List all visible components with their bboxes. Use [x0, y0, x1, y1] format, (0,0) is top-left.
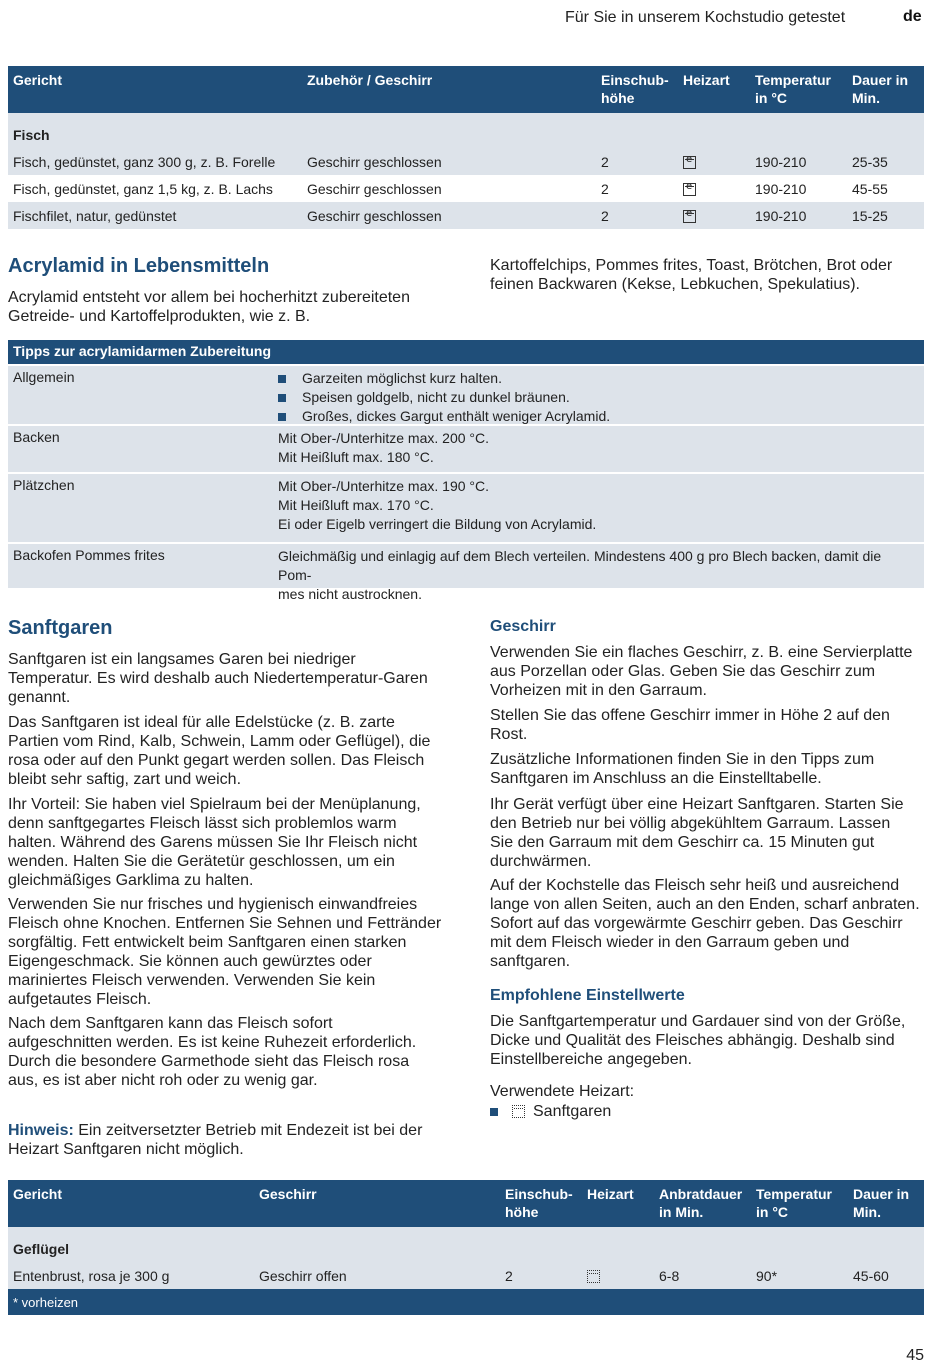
table-row — [8, 175, 924, 202]
cell-temperature: 190-210 — [750, 148, 847, 175]
bullet-text: Speisen goldgelb, nicht zu dunkel bräunen. — [302, 389, 570, 405]
cell-heating — [678, 202, 750, 229]
sanftgaren-settings-table — [8, 1180, 924, 1315]
geschirr-paragraph-1: Verwenden Sie ein flaches Geschirr, z. B. eine Servierplatte aus Porzellan oder Glas. Geben Sie das Geschirr zum Vorheizen mit in den Garraum. — [490, 644, 913, 699]
top-bottom-heat-icon — [683, 183, 696, 196]
tips-row-backen — [8, 424, 924, 472]
sanftgaren-paragraph-4: Verwenden Sie nur frisches und hygienisch einwandfreies Fleisch ohne Knochen. Entfernen Sie Sehnen und Fettränder sorgfältig. Fett entwickelt beim Sanftgaren einen starken Eigengeschmack. Sie können auch gewürztes oder mariniertes Fleisch verwenden. Verwenden Sie kein aufgetautes Fleisch. — [8, 896, 442, 1008]
col-header-level: Einschub- höhe — [500, 1180, 582, 1227]
bullet-text: Großes, dickes Gargut enthält weniger Acrylamid. — [302, 408, 611, 424]
tips-row-plaetzchen — [8, 472, 924, 542]
gentle-cook-icon — [587, 1270, 600, 1283]
tip-line: Mit Ober-/Unterhitze max. 200 °C. — [278, 430, 489, 446]
cell-temperature: 190-210 — [750, 175, 847, 202]
cell-duration: 45-55 — [847, 175, 924, 202]
tips-row-label: Plätzchen — [13, 477, 75, 493]
geschirr-paragraph-4: Ihr Gerät verfügt über eine Heizart Sanftgaren. Starten Sie den Betrieb nur bei völlig abgekühltem Garraum. Lassen Sie den Garraum mit dem Geschirr ca. 15 Minuten gut durchwärmen. — [490, 796, 904, 870]
geschirr-paragraph-3: Zusätzliche Informationen finden Sie in den Tipps zum Sanftgaren im Anschluss an die Einstelltabelle. — [490, 751, 875, 787]
col-header-accessory: Zubehör / Geschirr — [302, 66, 596, 113]
sanftgaren-paragraph-2: Das Sanftgaren ist ideal für alle Edelstücke (z. B. zarte Partien vom Rind, Kalb, Schwein, Lamm oder Geflügel), die rosa oder auf den Punkt gegart werden sollen. Das Fleisch bleibt sehr saftig, zart und weich. — [8, 714, 431, 788]
footnote-row — [8, 1289, 924, 1315]
tips-row-value — [278, 426, 924, 471]
tip-line: Mit Ober-/Unterhitze max. 190 °C. — [278, 478, 489, 494]
tips-row-pommes — [8, 542, 924, 602]
tip-line: Mit Heißluft max. 180 °C. — [278, 449, 434, 465]
cell-heating — [678, 148, 750, 175]
heizart-label: Verwendete Heizart: — [490, 1083, 635, 1100]
top-bottom-heat-icon — [683, 156, 696, 169]
col-header-heating: Heizart — [678, 66, 750, 113]
language-code: de — [903, 8, 922, 25]
list-item — [278, 369, 914, 388]
bullet-text: Garzeiten möglichst kurz halten. — [302, 370, 502, 386]
col-header-dish: Gericht — [8, 1180, 254, 1227]
col-header-searing: Anbratdauer in Min. — [654, 1180, 751, 1227]
geschirr-paragraph-5: Auf der Kochstelle das Fleisch sehr heiß und ausreichend lange von allen Seiten, auch an den Enden, scharf anbraten. Sofort auf das vorgewärmte Geschirr geben. Das Geschirr mit dem Fleisch wieder in den Garraum geben und sanftgaren. — [490, 877, 920, 970]
category-label: Geflügel — [8, 1227, 924, 1262]
tip-line: Gleichmäßig und einlagig auf dem Blech verteilen. Mindestens 400 g pro Blech backen, damit die Pom- — [278, 548, 882, 583]
section-title-geschirr: Geschirr — [490, 618, 556, 635]
table-row — [8, 148, 924, 175]
geschirr-paragraph-2: Stellen Sie das offene Geschirr immer in Höhe 2 auf den Rost. — [490, 707, 890, 743]
cell-heating — [582, 1262, 654, 1289]
sanftgaren-paragraph-3: Ihr Vorteil: Sie haben viel Spielraum bei der Menüplanung, denn sanftgegartes Fleisch lässt sich problemlos warm halten. Während des Garens müssen Sie Ihr Fleisch nicht wenden. Halten Sie die Gerätetür geschlossen, um ein gleichmäßiges Garklima zu halten. — [8, 796, 421, 889]
tips-row-label: Allgemein — [13, 369, 75, 385]
bullet-icon — [278, 413, 286, 421]
tip-line: mes nicht austrocknen. — [278, 586, 422, 602]
cell-level: 2 — [596, 202, 678, 229]
cell-duration: 25-35 — [847, 148, 924, 175]
hinweis-label: Hinweis: — [8, 1122, 74, 1139]
cell-dish: Fischfilet, natur, gedünstet — [8, 202, 302, 229]
col-header-level: Einschub- höhe — [596, 66, 678, 113]
cell-heating — [678, 175, 750, 202]
cell-accessory: Geschirr geschlossen — [302, 148, 596, 175]
page-number: 45 — [906, 1347, 924, 1364]
fish-settings-table — [8, 66, 924, 229]
tip-line: Mit Heißluft max. 170 °C. — [278, 497, 434, 513]
gentle-cook-icon — [512, 1105, 525, 1118]
empfohlene-paragraph: Die Sanftgartemperatur und Gardauer sind von der Größe, Dicke und Qualität des Fleisches abhängig. Deshalb sind Einstellbereiche angegeben. — [490, 1013, 906, 1068]
tips-row-label: Backen — [13, 429, 60, 445]
cell-duration: 45-60 — [848, 1262, 924, 1289]
table-row — [8, 1262, 924, 1289]
cell-temperature: 90* — [751, 1262, 848, 1289]
running-header-title: Für Sie in unserem Kochstudio getestet — [565, 9, 846, 26]
cell-dish: Fisch, gedünstet, ganz 1,5 kg, z. B. Lachs — [8, 175, 302, 202]
tips-row-value — [278, 544, 924, 608]
cell-accessory: Geschirr geschlossen — [302, 175, 596, 202]
acrylamid-intro-left: Acrylamid entsteht vor allem bei hocherhitzt zubereiteten Getreide- und Kartoffelprodukten, wie z. B. — [8, 289, 410, 325]
table-header-row — [8, 1180, 924, 1227]
acrylamid-intro-right: Kartoffelchips, Pommes frites, Toast, Brötchen, Brot oder feinen Backwaren (Kekse, Lebkuchen, Spekulatius). — [490, 257, 893, 293]
bullet-icon — [278, 375, 286, 383]
sanftgaren-paragraph-1: Sanftgaren ist ein langsames Garen bei niedriger Temperatur. Es wird deshalb auch Niedertemperatur-Garen genannt. — [8, 651, 428, 706]
category-row — [8, 113, 924, 148]
cell-temperature: 190-210 — [750, 202, 847, 229]
cell-accessory: Geschirr geschlossen — [302, 202, 596, 229]
cell-dish: Entenbrust, rosa je 300 g — [8, 1262, 254, 1289]
tips-row-value — [278, 366, 924, 430]
cell-searing: 6-8 — [654, 1262, 751, 1289]
col-header-heating: Heizart — [582, 1180, 654, 1227]
heizart-value: Sanftgaren — [533, 1103, 612, 1120]
cell-level: 2 — [596, 148, 678, 175]
category-label: Fisch — [8, 113, 924, 148]
col-header-temperature: Temperatur in °C — [751, 1180, 848, 1227]
tips-row-label: Backofen Pommes frites — [13, 547, 165, 563]
cell-duration: 15-25 — [847, 202, 924, 229]
bullet-icon — [490, 1108, 498, 1116]
section-title-sanftgaren: Sanftgaren — [8, 617, 113, 639]
col-header-dishware: Geschirr — [254, 1180, 500, 1227]
col-header-duration: Dauer in Min. — [847, 66, 924, 113]
top-bottom-heat-icon — [683, 210, 696, 223]
cell-level: 2 — [596, 175, 678, 202]
bullet-icon — [278, 394, 286, 402]
acrylamid-tips-table — [8, 340, 924, 602]
hinweis-note — [8, 1121, 438, 1159]
table-header-row — [8, 66, 924, 113]
tips-row-value — [278, 474, 924, 538]
category-row — [8, 1227, 924, 1262]
table-row — [8, 202, 924, 229]
col-header-temperature: Temperatur in °C — [750, 66, 847, 113]
tips-row-allgemein — [8, 364, 924, 424]
tip-line: Ei oder Eigelb verringert die Bildung von Acrylamid. — [278, 516, 597, 532]
section-title-acrylamid: Acrylamid in Lebensmitteln — [8, 255, 270, 277]
section-title-empfohlene: Empfohlene Einstellwerte — [490, 987, 685, 1004]
col-header-duration: Dauer in Min. — [848, 1180, 924, 1227]
col-header-dish: Gericht — [8, 66, 302, 113]
sanftgaren-paragraph-5: Nach dem Sanftgaren kann das Fleisch sofort aufgeschnitten werden. Es ist keine Ruhezeit erforderlich. Durch die besondere Garmethode sieht das Fleisch rosa aus, es ist aber nicht roh oder zu wenig gar. — [8, 1015, 417, 1089]
cell-dish: Fisch, gedünstet, ganz 300 g, z. B. Forelle — [8, 148, 302, 175]
cell-dishware: Geschirr offen — [254, 1262, 500, 1289]
cell-level: 2 — [500, 1262, 582, 1289]
footnote: * vorheizen — [8, 1289, 924, 1315]
heizart-item — [490, 1102, 611, 1121]
tips-table-header: Tipps zur acrylamidarmen Zubereitung — [8, 340, 924, 364]
list-item — [278, 388, 914, 407]
hinweis-text: Ein zeitversetzter Betrieb mit Endezeit ist bei der Heizart Sanftgaren nicht möglich. — [8, 1122, 423, 1158]
